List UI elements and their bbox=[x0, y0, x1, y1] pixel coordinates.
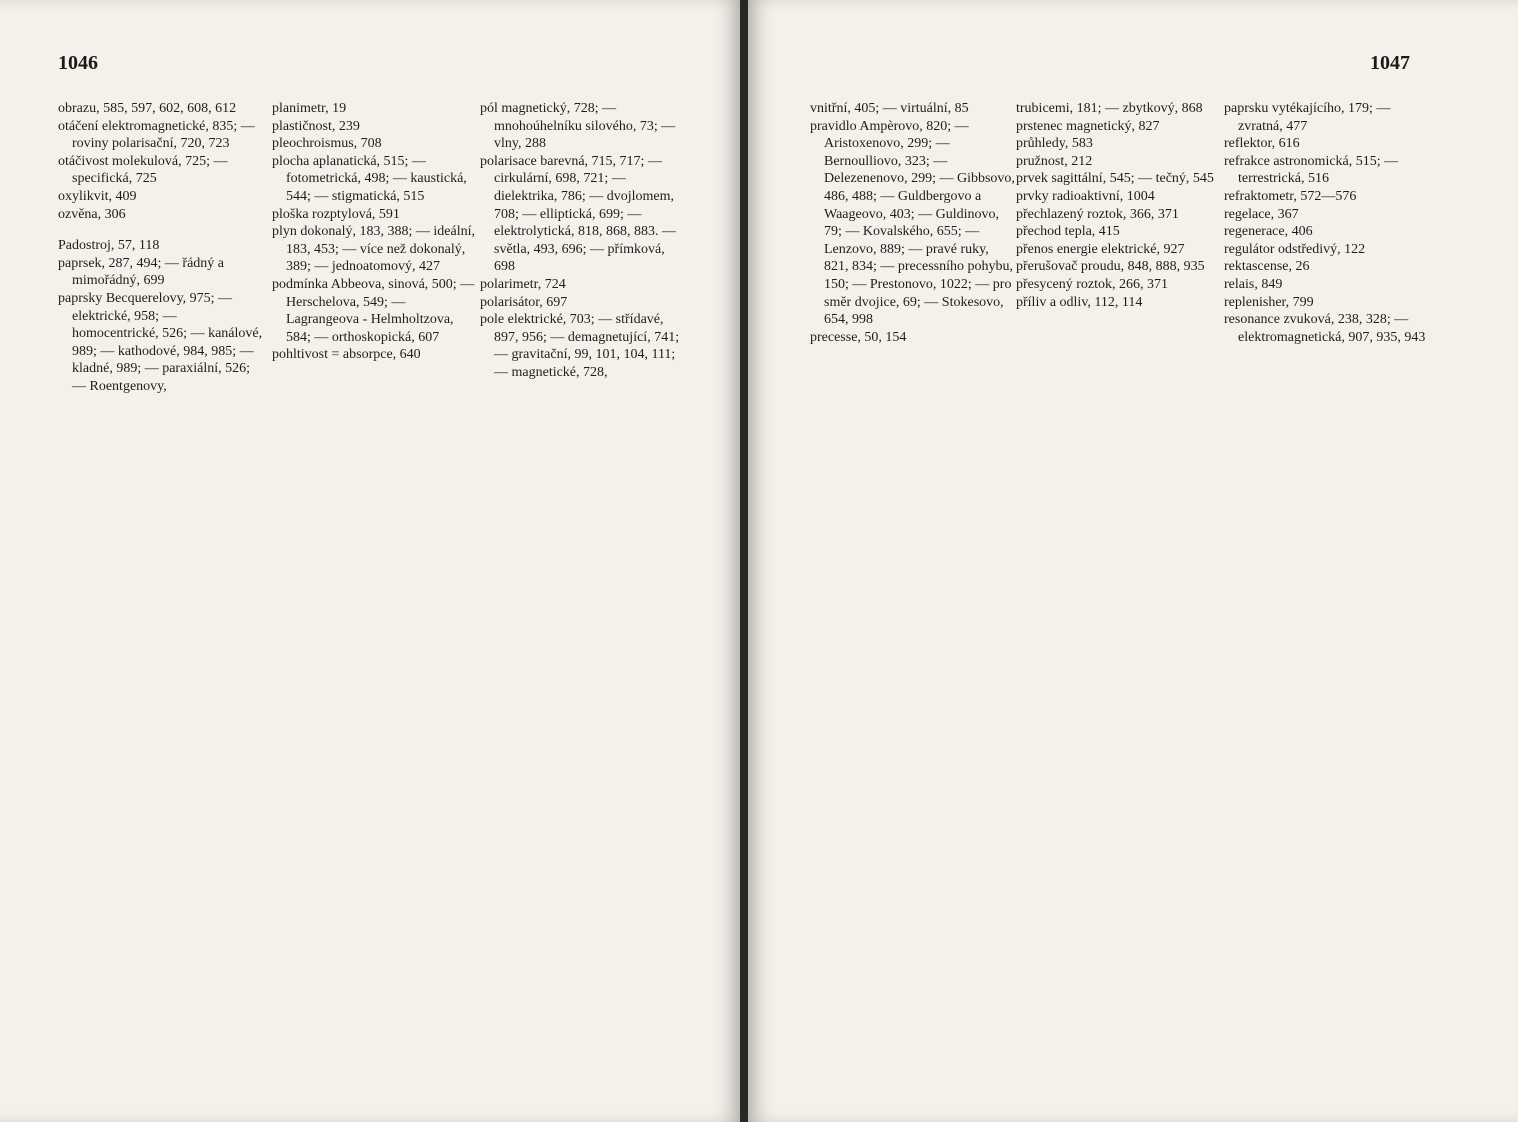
index-entry: prvek sagittální, 545; — tečný, 545 bbox=[1016, 171, 1214, 187]
index-entry: ozvěna, 306 bbox=[58, 206, 126, 222]
index-entry: otáčení elektromagnetické, 835; — roviny polarisační, 720, 723 bbox=[58, 118, 255, 152]
index-entry: prvky radioaktivní, 1004 bbox=[1016, 188, 1155, 204]
index-entry: planimetr, 19 bbox=[272, 101, 347, 116]
index-entry: prstenec magnetický, 827 bbox=[1016, 118, 1160, 134]
index-entry: přerušovač proudu, 848, 888, 935 bbox=[1016, 259, 1205, 275]
index-entry: otáčivost molekulová, 725; — specifická, 725 bbox=[58, 153, 228, 187]
index-entry: plocha aplanatická, 515; — fotometrická, 498; — kaustická, 544; — stigmatická, 515 bbox=[272, 153, 467, 204]
index-entry: paprsku vytékajícího, 179; — zvratná, 477 bbox=[1224, 101, 1391, 134]
index-entry: polarimetr, 724 bbox=[480, 276, 566, 292]
index-entry: vnitřní, 405; — virtuální, 85 bbox=[810, 101, 969, 116]
index-entry: relais, 849 bbox=[1224, 276, 1283, 292]
index-entry: pól magnetický, 728; — mnohoúhelníku silového, 73; — vlny, 288 bbox=[480, 101, 676, 152]
index-entry: přenos energie elektrické, 927 bbox=[1016, 241, 1185, 257]
index-entry: paprsky Becquerelovy, 975; — elektrické, 958; — homocentrické, 526; — kanálové, 989; — kathodové, 984, 985; — kladné, 989; — paraxiální, 526; — Roentgenovy, bbox=[58, 290, 263, 394]
index-entry: regenerace, 406 bbox=[1224, 224, 1313, 240]
index-entry: regulátor odstředivý, 122 bbox=[1224, 241, 1366, 257]
index-column bbox=[1224, 100, 1429, 346]
index-column bbox=[1016, 100, 1221, 311]
index-entry: refraktometr, 572—576 bbox=[1224, 188, 1357, 204]
index-entry: polarisátor, 697 bbox=[480, 294, 568, 310]
index-entry: ploška rozptylová, 591 bbox=[272, 206, 400, 222]
index-entry: regelace, 367 bbox=[1224, 206, 1299, 222]
index-entry: podmínka Abbeova, sinová, 500; — Herschelova, 549; — Lagrangeova - Helmholtzova, 584; — orthoskopická, 607 bbox=[272, 276, 475, 345]
index-column bbox=[58, 100, 263, 396]
index-entry: přesycený roztok, 266, 371 bbox=[1016, 276, 1169, 292]
index-entry: přechod tepla, 415 bbox=[1016, 224, 1120, 240]
index-entry: pleochroismus, 708 bbox=[272, 136, 382, 152]
index-entry: reflektor, 616 bbox=[1224, 136, 1300, 152]
index-entry: precesse, 50, 154 bbox=[810, 329, 907, 345]
index-entry: oxylikvit, 409 bbox=[58, 188, 137, 204]
left-page bbox=[0, 0, 740, 1122]
index-entry: refrakce astronomická, 515; — terrestrická, 516 bbox=[1224, 153, 1399, 187]
page-number: 1046 bbox=[58, 52, 98, 74]
index-entry: replenisher, 799 bbox=[1224, 294, 1314, 310]
right-page bbox=[748, 0, 1518, 1122]
index-entry: pohltivost = absorpce, 640 bbox=[272, 347, 421, 363]
page-number: 1047 bbox=[1370, 52, 1410, 74]
index-entry: příliv a odliv, 112, 114 bbox=[1016, 294, 1143, 310]
index-entry: rektascense, 26 bbox=[1224, 259, 1310, 275]
index-entry: trubicemi, 181; — zbytkový, 868 bbox=[1016, 101, 1203, 116]
index-entry: obrazu, 585, 597, 602, 608, 612 bbox=[58, 101, 237, 116]
index-column bbox=[810, 100, 1015, 346]
index-entry: pole elektrické, 703; — střídavé, 897, 956; — demagnetující, 741; — gravitační, 99, 101, 104, 111; — magnetické, 728, bbox=[480, 312, 680, 380]
index-column bbox=[272, 100, 477, 364]
index-entry: paprsek, 287, 494; — řádný a mimořádný, 699 bbox=[58, 255, 225, 289]
index-entry: plastičnost, 239 bbox=[272, 118, 360, 134]
index-entry: Padostroj, 57, 118 bbox=[58, 238, 160, 254]
index-entry: průhledy, 583 bbox=[1016, 136, 1093, 152]
index-entry: pravidlo Ampèrovo, 820; — Aristoxenovo, 299; — Bernoulliovo, 323; — Delezenenovo, 299; — Gibbsovo, 486, 488; — Guldbergovo a Waageovo, 403; — Guldinovo, 79; — Kovalského, 655; — Lenzovo, 889; — pravé ruky, 821, 834; — precessního pohybu, 150; — Prestonovo, 1022; — pro směr dvojice, 69; — Stokesovo, 654, 998 bbox=[810, 118, 1015, 328]
book-gutter bbox=[740, 0, 748, 1122]
index-column bbox=[480, 100, 685, 382]
index-entry: přechlazený roztok, 366, 371 bbox=[1016, 206, 1179, 222]
index-entry: plyn dokonalý, 183, 388; — ideální, 183, 453; — více než dokonalý, 389; — jednoatomový, 427 bbox=[272, 224, 475, 275]
index-entry: polarisace barevná, 715, 717; — cirkulární, 698, 721; — dielektrika, 786; — dvojlomem, 708; — elliptická, 699; — elektrolytická, 818, 868, 883. — světla, 493, 696; — přímková, 698 bbox=[480, 153, 676, 275]
index-entry: resonance zvuková, 238, 328; — elektromagnetická, 907, 935, 943 bbox=[1224, 312, 1426, 345]
index-entry: pružnost, 212 bbox=[1016, 153, 1093, 169]
